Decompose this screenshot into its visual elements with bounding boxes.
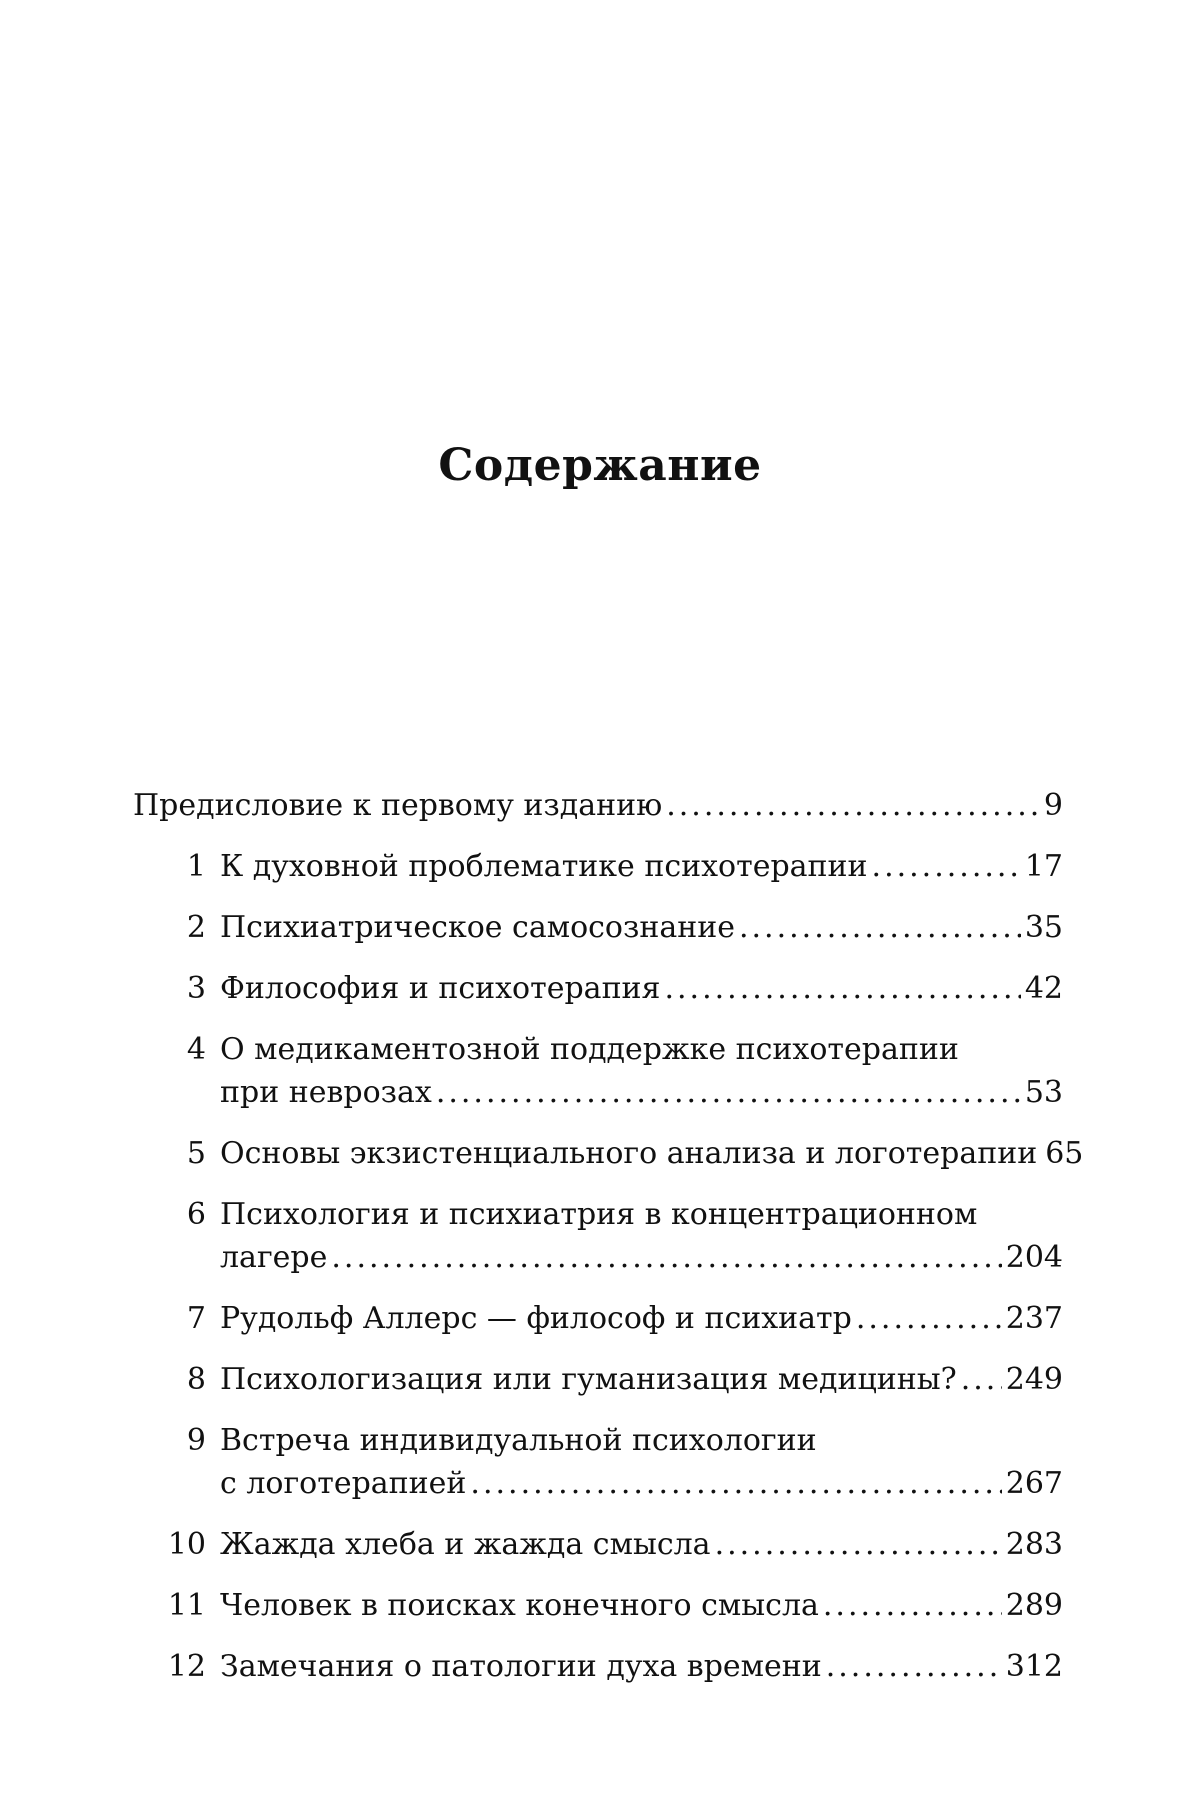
toc-entry-body xyxy=(220,1028,1063,1114)
toc-leader-line xyxy=(220,906,1063,949)
chapter-number: 12 xyxy=(167,1649,206,1684)
toc-entry-4[interactable] xyxy=(133,1028,1063,1114)
toc-entry-body xyxy=(133,784,1063,827)
dot-leader xyxy=(331,1236,1001,1279)
toc-page-number: 283 xyxy=(1005,1527,1063,1562)
dot-leader xyxy=(739,906,1021,949)
toc-entry-body xyxy=(220,1523,1063,1566)
dot-leader xyxy=(826,1645,1002,1688)
dot-leader xyxy=(666,784,1040,827)
toc-leader-line xyxy=(220,1358,1063,1401)
toc-entry-title-line-1: Психология и психиатрия в концентрационном xyxy=(220,1197,978,1232)
toc-entry-body xyxy=(220,1584,1063,1627)
toc-entry-9[interactable] xyxy=(133,1419,1063,1505)
toc-entry-body xyxy=(220,967,1063,1010)
toc-entry-3[interactable] xyxy=(133,967,1063,1010)
toc-entry-title: Рудольф Аллерс — философ и психиатр xyxy=(220,1301,852,1336)
toc-entry-title-line-1: О медикаментозной поддержке психотерапии xyxy=(220,1032,959,1067)
toc-page-number: 9 xyxy=(1043,788,1063,823)
dot-leader xyxy=(664,967,1020,1010)
chapter-number: 1 xyxy=(186,849,206,884)
toc-leader-line xyxy=(220,1462,1063,1505)
toc-entry-11[interactable] xyxy=(133,1584,1063,1627)
toc-entry-2[interactable] xyxy=(133,906,1063,949)
toc-leader-line xyxy=(133,784,1063,827)
toc-entry-5[interactable] xyxy=(133,1132,1084,1175)
toc-leader-line xyxy=(220,1645,1063,1688)
chapter-number: 4 xyxy=(186,1032,206,1067)
chapter-number: 3 xyxy=(186,971,206,1006)
toc-entry-6[interactable] xyxy=(133,1193,1063,1279)
toc-page-number: 249 xyxy=(1005,1362,1063,1397)
toc-entry-body xyxy=(220,1419,1063,1505)
toc-page-number: 289 xyxy=(1005,1588,1063,1623)
dot-leader xyxy=(823,1584,1002,1627)
toc-leader-line xyxy=(220,967,1063,1010)
dot-leader xyxy=(715,1523,1002,1566)
toc-page-number: 237 xyxy=(1005,1301,1063,1336)
chapter-number: 10 xyxy=(167,1527,206,1562)
toc-page-number: 35 xyxy=(1024,910,1063,945)
toc-entry-title: Замечания о патологии духа времени xyxy=(220,1649,822,1684)
toc-entry-title: Основы экзистенциального анализа и логотерапии xyxy=(220,1136,1038,1171)
toc-leader-line xyxy=(220,1584,1063,1627)
chapter-number: 2 xyxy=(186,910,206,945)
toc-entry-preface[interactable] xyxy=(133,784,1063,827)
toc-page-number: 267 xyxy=(1005,1466,1063,1501)
toc-entry-title: Психологизация или гуманизация медицины? xyxy=(220,1362,957,1397)
toc-entry-body xyxy=(220,1358,1063,1401)
toc-leader-line xyxy=(220,1236,1063,1279)
toc-page-number: 17 xyxy=(1024,849,1063,884)
toc-entry-body xyxy=(220,906,1063,949)
dot-leader xyxy=(961,1358,1002,1401)
toc-entry-title: Жажда хлеба и жажда смысла xyxy=(220,1527,711,1562)
toc-leader-line xyxy=(220,1132,1084,1175)
toc-entry-1[interactable] xyxy=(133,845,1063,888)
toc-entry-title: Предисловие к первому изданию xyxy=(133,788,663,823)
toc-entry-title-line-2: лагере xyxy=(220,1240,328,1275)
toc-entry-title: Психиатрическое самосознание xyxy=(220,910,735,945)
toc-entry-title-line-1: Встреча индивидуальной психологии xyxy=(220,1423,817,1458)
toc-leader-line xyxy=(220,1523,1063,1566)
toc-entry-body xyxy=(220,1645,1063,1688)
toc-entry-12[interactable] xyxy=(133,1645,1063,1688)
toc-page-number: 65 xyxy=(1045,1136,1084,1171)
toc-entry-7[interactable] xyxy=(133,1297,1063,1340)
toc-entry-title-line-2: при неврозах xyxy=(220,1075,432,1110)
chapter-number: 5 xyxy=(186,1136,206,1171)
toc-entry-title: Человек в поисках конечного смысла xyxy=(220,1588,819,1623)
toc-entry-body xyxy=(220,1297,1063,1340)
toc-page-number: 42 xyxy=(1024,971,1063,1006)
chapter-number: 7 xyxy=(186,1301,206,1336)
toc-entry-body xyxy=(220,1132,1084,1175)
toc-leader-line xyxy=(220,1071,1063,1114)
toc-entry-title: Философия и психотерапия xyxy=(220,971,661,1006)
dot-leader xyxy=(872,845,1021,888)
toc-page-number: 204 xyxy=(1005,1240,1063,1275)
toc-leader-line xyxy=(220,1297,1063,1340)
toc-leader-line xyxy=(220,845,1063,888)
toc-entry-title: К духовной проблематике психотерапии xyxy=(220,849,868,884)
page-title: Содержание xyxy=(438,440,762,491)
chapter-number: 9 xyxy=(186,1423,206,1458)
table-of-contents xyxy=(133,784,1084,1706)
toc-entry-10[interactable] xyxy=(133,1523,1063,1566)
chapter-number: 8 xyxy=(186,1362,206,1397)
toc-entry-8[interactable] xyxy=(133,1358,1063,1401)
chapter-number: 6 xyxy=(186,1197,206,1232)
dot-leader xyxy=(470,1462,1001,1505)
dot-leader xyxy=(856,1297,1002,1340)
toc-page-number: 312 xyxy=(1005,1649,1063,1684)
toc-page-number: 53 xyxy=(1024,1075,1063,1110)
toc-entry-title-line-2: с логотерапией xyxy=(220,1466,467,1501)
chapter-number: 11 xyxy=(167,1588,206,1623)
toc-entry-body xyxy=(220,845,1063,888)
dot-leader xyxy=(436,1071,1021,1114)
toc-entry-body xyxy=(220,1193,1063,1279)
